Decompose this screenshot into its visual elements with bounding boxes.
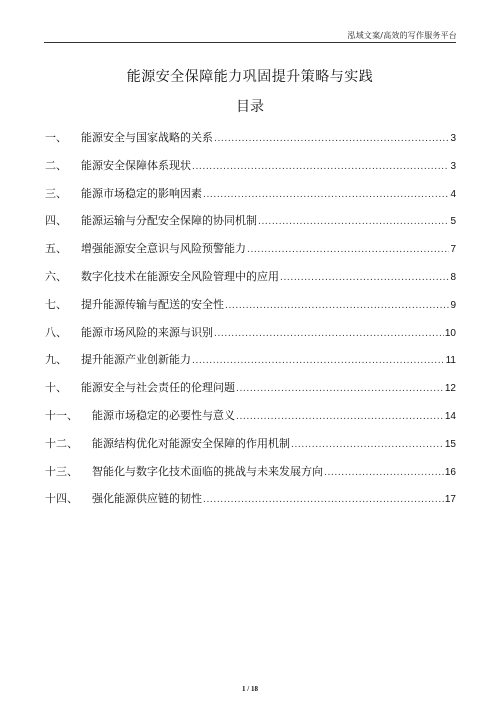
toc-entry-page: 17	[444, 494, 456, 506]
toc-dot-leader	[280, 273, 449, 283]
toc-dot-leader	[203, 495, 444, 505]
toc-entry-page: 4	[450, 188, 456, 200]
toc-entry-title: 能源结构优化对能源安全保障的作用机制	[92, 436, 290, 450]
toc-entry-number: 二、	[45, 158, 67, 172]
toc-dot-leader	[247, 245, 449, 255]
toc-entry-title: 能源市场风险的来源与识别	[81, 325, 213, 339]
toc-entry-number: 一、	[45, 131, 67, 144]
toc-entry-title: 增强能源安全意识与风险预警能力	[81, 242, 246, 256]
toc-entry[interactable]	[45, 379, 456, 407]
toc-entry-number: 九、	[45, 353, 67, 367]
toc-entry-title: 能源安全与国家战略的关系	[81, 131, 213, 144]
toc-dot-leader	[214, 134, 449, 144]
toc-entry[interactable]	[45, 212, 456, 240]
toc-entry[interactable]	[45, 296, 456, 324]
toc-entry[interactable]	[45, 129, 456, 157]
toc-entry-title: 能源安全保障体系现状	[81, 158, 191, 172]
toc-entry-page: 8	[450, 271, 456, 283]
toc-entry-page: 11	[445, 355, 456, 367]
toc-entry-page: 3	[450, 160, 456, 172]
toc-dot-leader	[203, 190, 449, 200]
toc-entry[interactable]	[45, 324, 456, 352]
toc-entry-number: 八、	[45, 325, 67, 339]
toc-dot-leader	[258, 217, 449, 227]
toc-entry-page: 14	[444, 410, 456, 422]
toc-dot-leader	[225, 301, 449, 311]
toc-entry[interactable]	[45, 407, 456, 435]
toc-entry-page: 9	[450, 299, 456, 311]
toc-entry-title: 智能化与数字化技术面临的挑战与未来发展方向	[92, 464, 323, 478]
toc-entry-number: 十四、	[45, 492, 78, 506]
toc-entry-number: 四、	[45, 214, 67, 228]
toc-entry-page: 5	[450, 216, 456, 228]
toc-entry-title: 强化能源供应链的韧性	[92, 492, 202, 506]
toc-entry-title: 能源市场稳定的影响因素	[81, 186, 202, 200]
toc-entry[interactable]	[45, 435, 456, 463]
toc-entry-page: 15	[444, 438, 456, 450]
document-title: 能源安全保障能力巩固提升策略与实践	[126, 69, 374, 85]
toc-entry[interactable]	[45, 185, 456, 213]
toc-entry-number: 十三、	[45, 464, 78, 478]
toc-dot-leader	[214, 329, 444, 339]
toc-entry[interactable]	[45, 463, 456, 491]
toc-entry-title: 能源市场稳定的必要性与意义	[92, 408, 235, 422]
page-number: 1 / 18	[242, 685, 258, 693]
toc-entry-title: 能源安全与社会责任的伦理问题	[81, 381, 235, 395]
toc-entry[interactable]	[45, 490, 456, 518]
toc-dot-leader	[236, 384, 444, 394]
toc-entry-number: 五、	[45, 242, 67, 256]
toc-dot-leader	[236, 412, 444, 422]
toc-heading: 目录	[236, 99, 264, 115]
toc-entry[interactable]	[45, 268, 456, 296]
toc-entry-page: 10	[444, 327, 456, 339]
toc-entry-page: 7	[450, 244, 456, 256]
page-header: 泓域文案/高效的写作服务平台	[347, 31, 457, 40]
toc-dot-leader	[192, 162, 449, 172]
toc-entry-number: 十、	[45, 381, 67, 395]
toc-entry-page: 16	[444, 466, 456, 478]
toc-entry-page: 3	[450, 133, 456, 144]
toc-entry-title: 数字化技术在能源安全风险管理中的应用	[81, 269, 279, 283]
toc-entry[interactable]	[45, 351, 456, 379]
toc-entry-title: 能源运输与分配安全保障的协同机制	[81, 214, 257, 228]
toc-entry-page: 12	[444, 383, 456, 395]
toc-entry-number: 三、	[45, 186, 67, 200]
toc-entry-number: 十二、	[45, 436, 78, 450]
toc-entry[interactable]	[45, 157, 456, 185]
toc-dot-leader	[192, 356, 445, 366]
toc-entry-number: 十一、	[45, 408, 78, 422]
toc-entry-number: 六、	[45, 269, 67, 283]
toc-dot-leader	[324, 468, 444, 478]
toc-entry-title: 提升能源产业创新能力	[81, 353, 191, 367]
toc-entry-number: 七、	[45, 297, 67, 311]
table-of-contents	[45, 129, 456, 518]
toc-dot-leader	[291, 440, 444, 450]
toc-entry[interactable]	[45, 240, 456, 268]
header-divider	[44, 42, 456, 43]
toc-entry-title: 提升能源传输与配送的安全性	[81, 297, 224, 311]
